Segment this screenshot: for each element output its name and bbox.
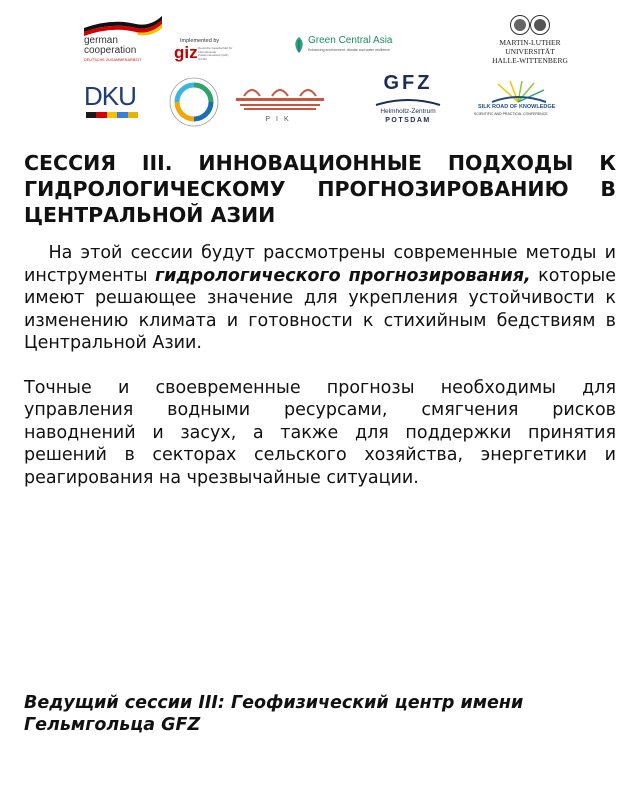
gfz-arc-icon xyxy=(372,97,444,107)
mlu-line3: HALLE-WITTENBERG xyxy=(492,56,568,65)
ring-logo xyxy=(168,76,220,128)
leaf-icon xyxy=(292,36,306,54)
dku-bar-4 xyxy=(117,112,127,118)
german-line2: cooperation xyxy=(84,45,137,56)
gfz-line1: Helmholtz-Zentrum xyxy=(380,108,436,115)
silk-name: SILK ROAD OF KNOWLEDGE xyxy=(478,104,556,110)
dku-bar-1 xyxy=(86,112,96,118)
flag-swoosh-icon xyxy=(82,14,164,36)
giz-subtitle: Deutsche Gesellschaft für Internationale Zusammenarbeit (GIZ) GmbH xyxy=(198,46,233,61)
dku-bar-2 xyxy=(96,112,106,118)
description-highlight: гидрологического прогнозирования, xyxy=(155,265,531,286)
description-text-before: На этой сессии будут рассмотрены современные методы и инструменты xyxy=(24,243,616,286)
gca-name: Green Central Asia xyxy=(308,35,393,46)
german-cooperation-logo xyxy=(82,14,164,64)
giz-logo xyxy=(174,36,236,66)
mlu-line2: UNIVERSITÄT xyxy=(505,47,555,56)
silk-road-logo xyxy=(472,80,562,124)
dku-name: DKU xyxy=(84,81,136,111)
pik-logo xyxy=(234,82,326,128)
gfz-name: GFZ xyxy=(383,72,433,94)
mlu-halle-logo xyxy=(480,14,580,66)
dku-bar-5 xyxy=(128,112,138,118)
silk-subtitle: SCIENTIFIC AND PRACTICAL CONFERENCE xyxy=(474,112,548,116)
green-central-asia-logo xyxy=(290,33,420,57)
pik-name: PIK xyxy=(265,116,295,123)
gfz-line2: POTSDAM xyxy=(385,117,431,124)
university-seal-icon xyxy=(510,14,550,36)
pik-building-icon xyxy=(234,82,326,114)
sun-rays-icon xyxy=(488,80,548,104)
gca-tagline: Enhancing environment, climate and water resilience xyxy=(308,48,390,52)
dku-bar-3 xyxy=(107,112,117,118)
session-moderator: Ведущий сессии III: Геофизический центр имени Гельмгольца GFZ xyxy=(24,693,524,735)
description-text-after: которые имеют решающее значение для укрепления устойчивости к изменению климата и готовности к стихийным бедствиям в Центральной Азии. xyxy=(24,265,616,353)
giz-name: giz xyxy=(174,43,198,62)
mlu-line1: MARTIN-LUTHER xyxy=(499,38,561,47)
german-line1: german xyxy=(84,35,118,46)
ring-icon xyxy=(168,76,220,128)
gfz-logo xyxy=(372,72,444,128)
session-description xyxy=(24,242,616,355)
dku-color-bars xyxy=(86,112,138,118)
session-content xyxy=(24,150,616,489)
forecast-importance-paragraph: Точные и своевременные прогнозы необходимы для управления водными ресурсами, смягчения рисков наводнений и засух, а также для поддержки принятия решений в секторах сельского хозяйства, энергетики и реагирования на чрезвычайные ситуации. xyxy=(24,377,616,488)
session-title: СЕССИЯ III. ИННОВАЦИОННЫЕ ПОДХОДЫ К ГИДРОЛОГИЧЕСКОМУ ПРОГНОЗИРОВАНИЮ В ЦЕНТРАЛЬНОЙ АЗИИ xyxy=(24,151,616,227)
giz-implemented-by: Implemented by xyxy=(180,38,220,44)
dku-logo xyxy=(84,82,144,120)
german-subtitle: DEUTSCHE ZUSAMMENARBEIT xyxy=(84,58,142,62)
